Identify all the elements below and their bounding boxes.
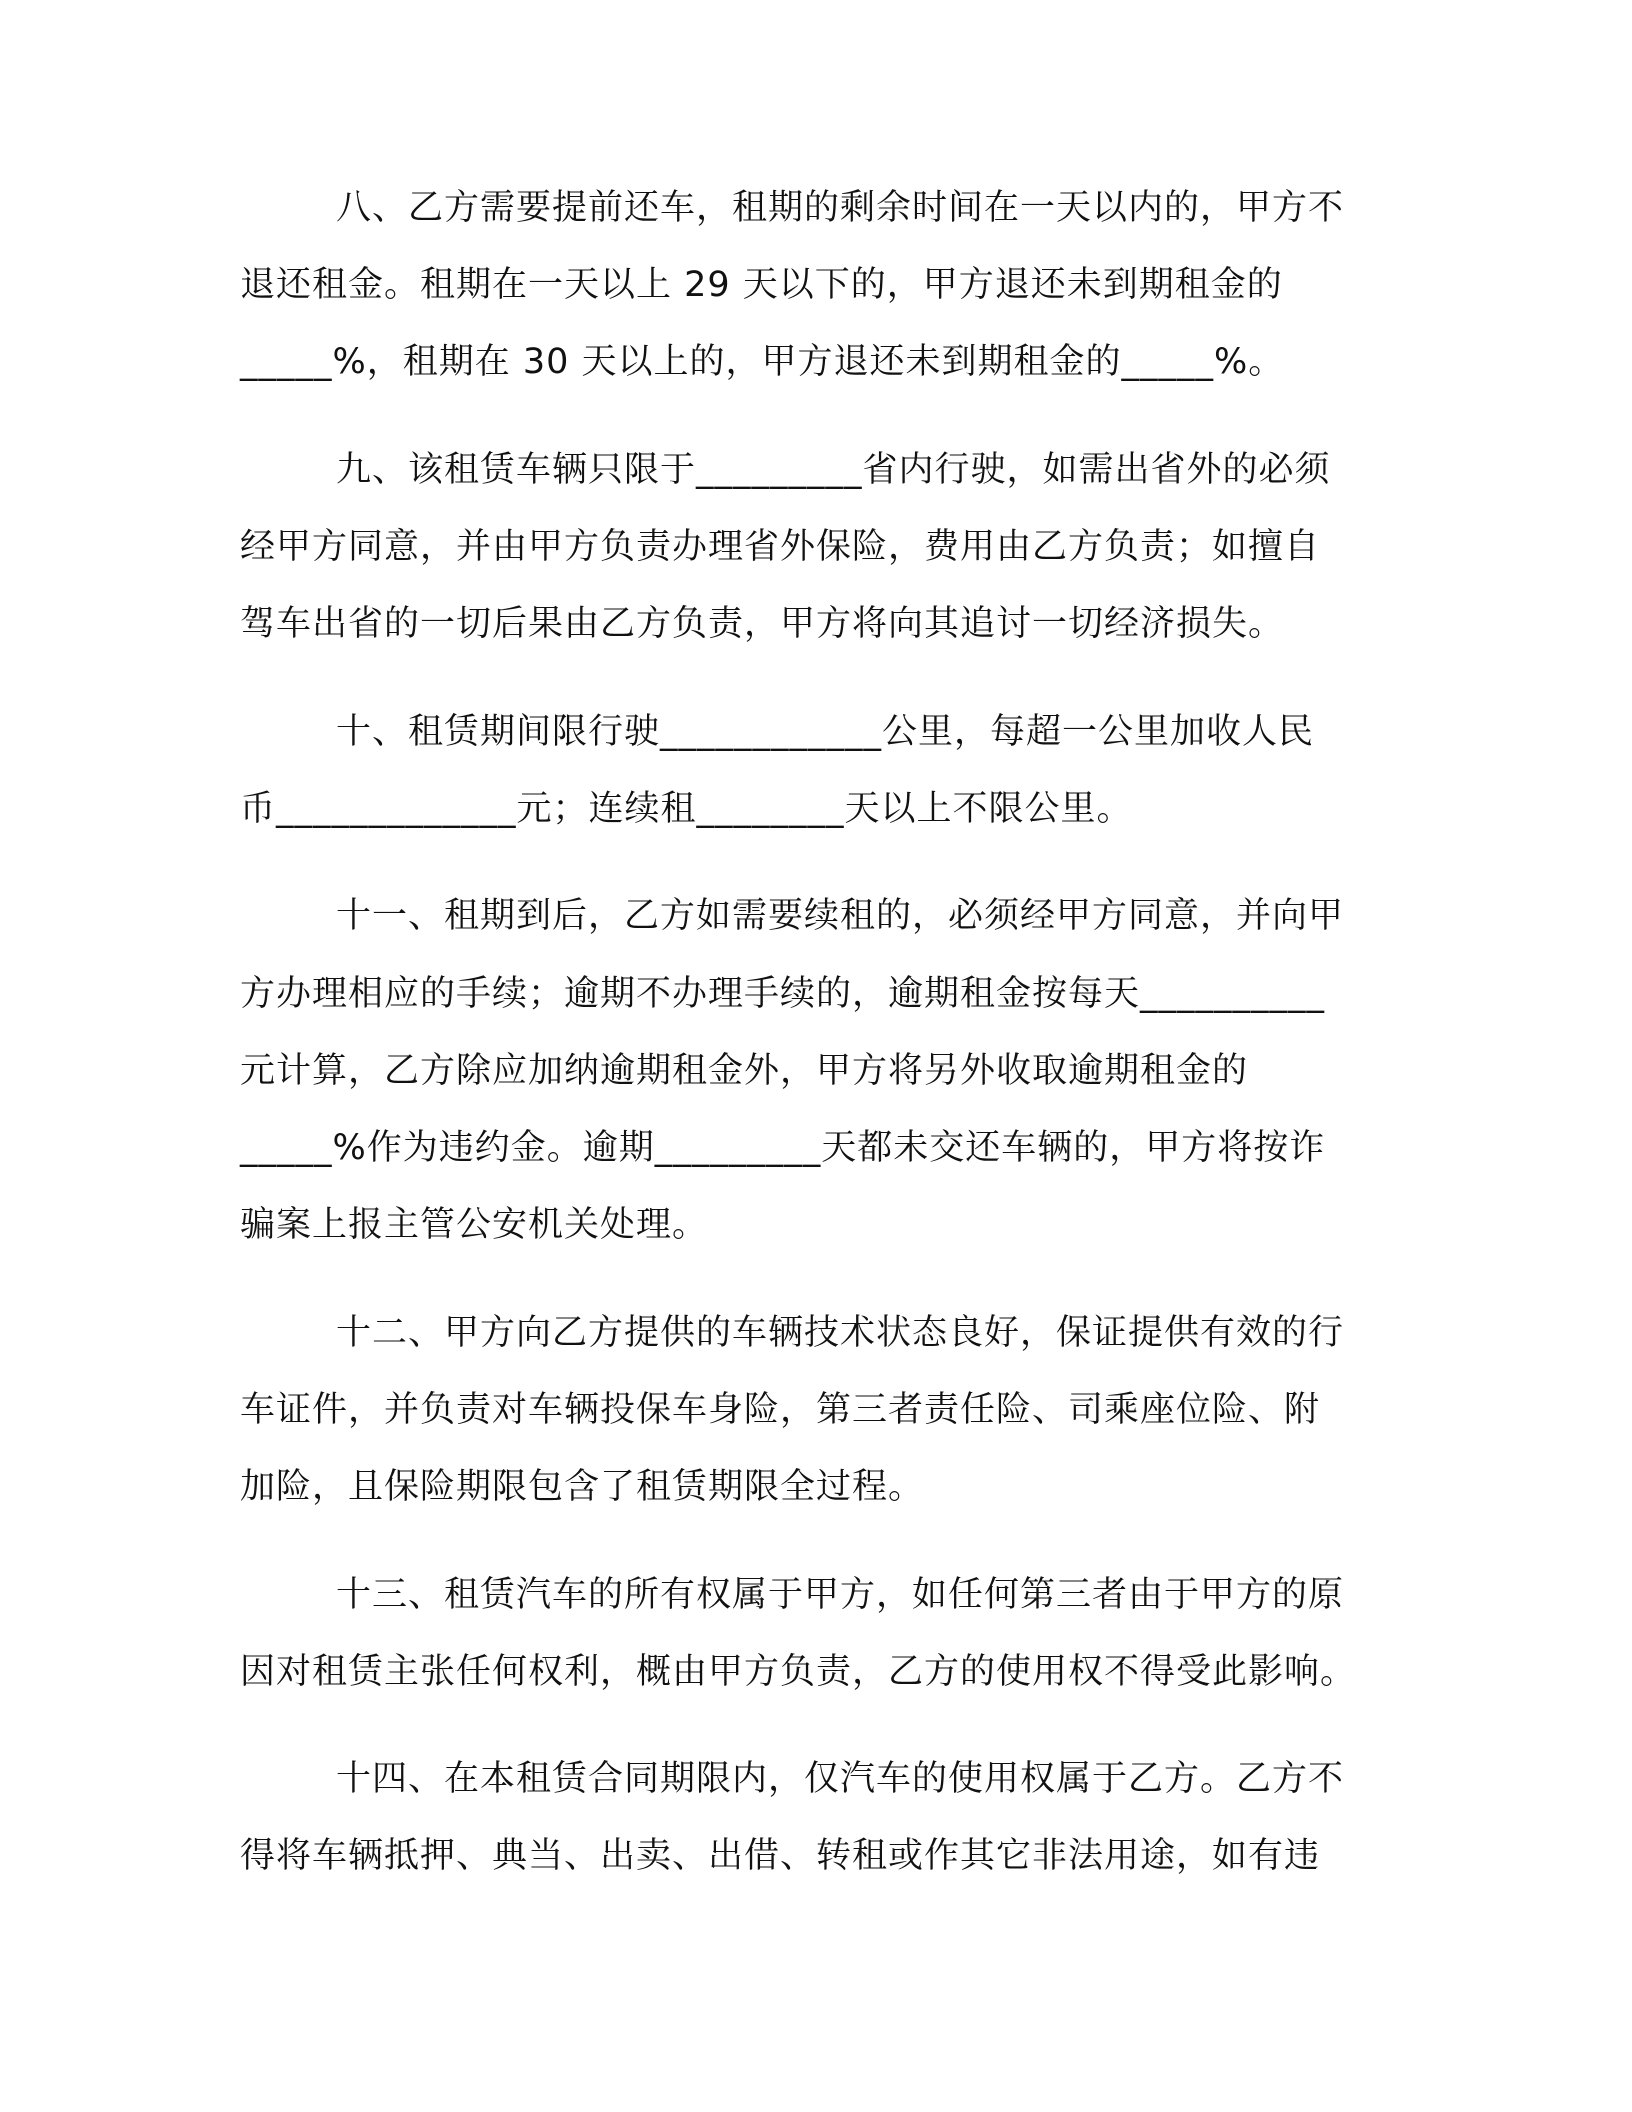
- text-line: _____%，租期在 30 天以上的，甲方退还未到期租金的_____%。: [240, 342, 1285, 382]
- text-line: 驾车出省的一切后果由乙方负责，甲方将向其追讨一切经济损失。: [240, 604, 1285, 644]
- text-line: 方办理相应的手续；逾期不办理手续的，逾期租金按每天__________: [240, 974, 1326, 1014]
- text-line: 币_____________元；连续租________天以上不限公里。: [240, 789, 1133, 829]
- text-line: 十二、甲方向乙方提供的车辆技术状态良好，保证提供有效的行: [336, 1313, 1345, 1353]
- text-line: 骗案上报主管公安机关处理。: [240, 1205, 709, 1245]
- text-line: _____%作为违约金。逾期_________天都未交还车辆的，甲方将按诈: [240, 1128, 1326, 1168]
- text-line: 元计算，乙方除应加纳逾期租金外，甲方将另外收取逾期租金的: [240, 1051, 1249, 1091]
- text-line: 十一、租期到后，乙方如需要续租的，必须经甲方同意，并向甲: [336, 896, 1345, 936]
- text-line: 十、租赁期间限行驶____________公里，每超一公里加收人民: [336, 712, 1315, 752]
- text-line: 经甲方同意，并由甲方负责办理省外保险，费用由乙方负责；如擅自: [240, 527, 1321, 567]
- text-line: 十四、在本租赁合同期限内，仅汽车的使用权属于乙方。乙方不: [336, 1759, 1345, 1799]
- text-line: 八、乙方需要提前还车，租期的剩余时间在一天以内的，甲方不: [336, 188, 1345, 228]
- text-line: 退还租金。租期在一天以上 29 天以下的，甲方退还未到期租金的: [240, 265, 1283, 305]
- text-line: 车证件，并负责对车辆投保车身险，第三者责任险、司乘座位险、附: [240, 1390, 1321, 1430]
- text-line: 因对租赁主张任何权利，概由甲方负责，乙方的使用权不得受此影响。: [240, 1652, 1357, 1692]
- text-line: 十三、租赁汽车的所有权属于甲方，如任何第三者由于甲方的原: [336, 1575, 1345, 1615]
- text-line: 九、该租赁车辆只限于_________省内行驶，如需出省外的必须: [336, 450, 1331, 490]
- text-line: 得将车辆抵押、典当、出卖、出借、转租或作其它非法用途，如有违: [240, 1836, 1321, 1876]
- text-line: 加险，且保险期限包含了租赁期限全过程。: [240, 1467, 925, 1507]
